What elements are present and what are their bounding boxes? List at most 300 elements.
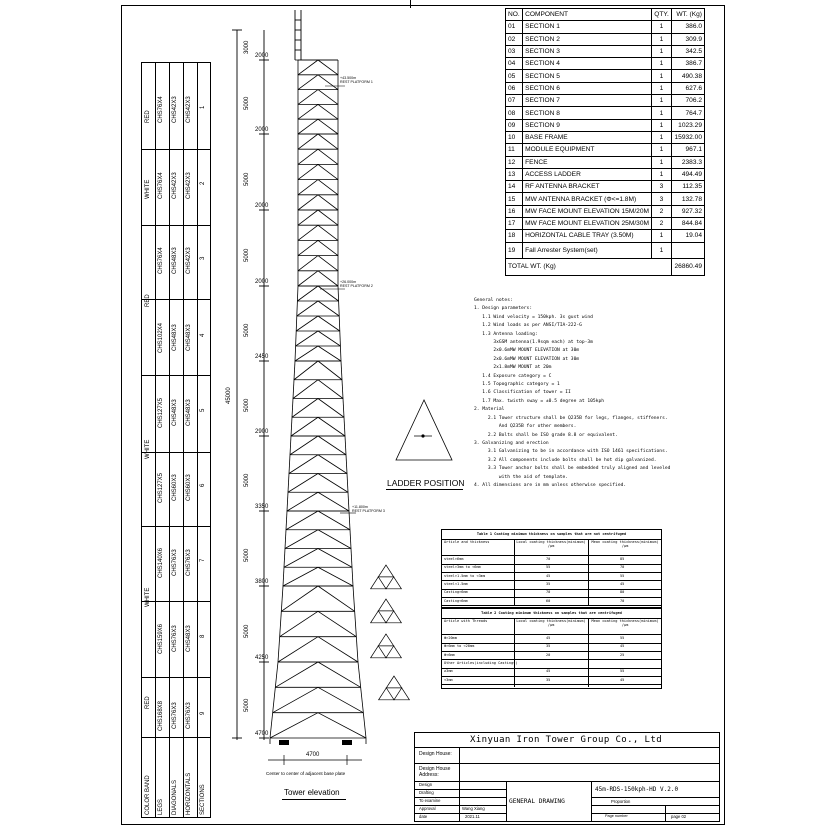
coating-cell: 35: [546, 677, 551, 682]
ladder-position-label: LADDER POSITION: [387, 478, 465, 488]
table-row: [506, 181, 705, 193]
band-section: 8: [200, 634, 206, 638]
tower-diagonal: [278, 637, 318, 662]
tower-diagonal: [290, 436, 318, 455]
tower-diagonal: [318, 713, 366, 738]
note-line: 2x0.6mMW MOUNT ELEVATION at 30m: [474, 356, 580, 362]
cell-qty: 1: [651, 70, 671, 82]
coating-cell: 35: [546, 581, 551, 586]
segment-height: 5000: [244, 698, 250, 712]
cell-component: SECTION 8: [523, 107, 652, 119]
table-row: [506, 45, 705, 57]
tower-diagonal: [292, 399, 318, 418]
tower-diagonal: [318, 195, 338, 210]
cell-no: 10: [506, 131, 523, 143]
cell-no: 05: [506, 70, 523, 82]
coating-header-cell: Local coating thickness(minimum) /μm: [516, 619, 586, 627]
tower-diagonal: [298, 271, 318, 286]
cell-weight: 494.49: [672, 168, 705, 180]
cell-weight: 132.78: [672, 193, 705, 205]
tower-diagonal: [298, 90, 318, 105]
band-section: 2: [200, 181, 206, 185]
tower-diagonal: [318, 417, 345, 436]
coating-cell: 70: [546, 557, 551, 561]
cell-no: 01: [506, 21, 523, 33]
cell-qty: 2: [651, 218, 671, 230]
note-line: 3. Galvanizing and erection: [474, 440, 549, 446]
cell-component: SECTION 9: [523, 119, 652, 131]
tower-diagonal: [298, 210, 318, 225]
cell-qty: 1: [651, 45, 671, 57]
band-row-label: COLOR BAND: [145, 775, 151, 815]
coating-cell: 45: [546, 636, 551, 640]
drawing-code: 45m-RDS-150kph-HD V.2.0: [595, 786, 679, 793]
coating-cell: 45: [620, 644, 625, 649]
note-line: 2. Material: [474, 407, 505, 413]
note-line: And Q235B for other members.: [474, 424, 577, 430]
tower-diagonal: [318, 380, 343, 399]
table-row: [506, 119, 705, 131]
tower-diagonal: [295, 346, 318, 361]
tower-diagonal: [318, 611, 356, 636]
cell-component: SECTION 3: [523, 45, 652, 57]
segment-height: 5000: [244, 96, 250, 110]
coating-header-cell: Mean coating thickness(minimum) /μm: [591, 619, 659, 627]
cell-component: MW FACE MOUNT ELEVATION 25M/30M: [523, 218, 652, 230]
coating-cell: 70: [546, 590, 551, 595]
cell-weight: 706.2: [672, 95, 705, 107]
tower-diagonal: [318, 240, 338, 255]
note-line: 2x0.6mMW MOUNT ELEVATION at 30m: [474, 348, 580, 354]
tower-diagonal: [318, 586, 355, 611]
cell-weight: 342.5: [672, 45, 705, 57]
tb-approval: Approval: [419, 806, 436, 811]
tower-diagonal: [318, 225, 338, 240]
tower-diagonal: [318, 316, 340, 331]
coating-cell: 55: [620, 669, 625, 674]
tower-diagonal: [318, 210, 338, 225]
band-legs: CHS76X4: [158, 172, 164, 199]
band-horizontals: CHS60X3: [186, 474, 192, 501]
tower-diagonal: [318, 346, 341, 361]
tower-diagonal: [298, 164, 318, 179]
band-color: WHITE: [145, 587, 151, 607]
tower-diagonal: [296, 331, 318, 346]
coating-cell: ≥3mm: [444, 669, 453, 674]
width-label: 4700: [255, 731, 269, 737]
cell-weight: WT. (Kg): [672, 9, 705, 21]
coating-cell: 55: [620, 573, 625, 578]
tower-diagonal: [318, 90, 338, 105]
band-horizontals: CHS76X3: [186, 549, 192, 576]
total-label: TOTAL WT. (Kg): [506, 258, 672, 275]
table-row: [506, 218, 705, 230]
coating-cell: 70: [620, 565, 625, 570]
coating-header-cell: Mean coating thickness(minimum) /μm: [591, 540, 659, 548]
section-plan-triangle: [378, 611, 393, 623]
tower-diagonal: [298, 60, 318, 75]
coating-cell: 35: [546, 644, 551, 649]
band-legs: CHS76X4: [158, 247, 164, 274]
cell-component: SECTION 4: [523, 58, 652, 70]
tower-diagonal: [298, 149, 318, 164]
width-label: 2450: [255, 354, 269, 360]
cell-no: 15: [506, 193, 523, 205]
coating-cell: 25: [620, 652, 625, 657]
band-horizontals: CHS48X3: [186, 625, 192, 652]
band-legs: CHS76X4: [158, 96, 164, 123]
note-line: 2.2 Bolts shall be ISO grade 8.8 or equivalent.: [474, 432, 618, 438]
coating-cell: Φ>20mm: [444, 636, 457, 640]
cell-qty: 1: [651, 33, 671, 45]
tower-diagonal: [318, 399, 344, 418]
tower-diagonal: [318, 256, 338, 271]
width-label: 2000: [255, 279, 269, 285]
coating-cell: steel>6mm: [444, 557, 464, 561]
table-row: [506, 242, 705, 258]
coating-cell: steel>3mm to <6mm: [444, 565, 481, 570]
note-line: General notes:: [474, 298, 513, 303]
note-line: 1.4 Exposure category = C: [474, 373, 552, 379]
table-row: [506, 144, 705, 156]
band-diagonals: CHS42X3: [172, 96, 178, 123]
note-line: 2.1 Tower structure shall be Q235B for legs, flanges, stiffeners.: [474, 415, 668, 421]
tower-diagonal: [318, 301, 339, 316]
segment-height: 3000: [244, 40, 250, 54]
tower-diagonal: [318, 662, 361, 687]
cell-qty: 3: [651, 193, 671, 205]
tower-diagonal: [318, 436, 346, 455]
coating-cell: 80: [620, 590, 625, 595]
coating-cell: 70: [620, 598, 625, 603]
band-horizontals: CHS42X3: [186, 247, 192, 274]
coating-header-cell: Local coating thickness(minimum) /μm: [516, 540, 586, 548]
band-legs: CHS127X5: [158, 397, 164, 428]
platform-label: +11.800m REST PLATFORM 3: [352, 505, 385, 513]
cell-qty: 1: [651, 95, 671, 107]
tower-leg: [358, 662, 366, 738]
cell-component: SECTION 2: [523, 33, 652, 45]
tower-diagonal: [298, 134, 318, 149]
tower-leg: [295, 286, 298, 361]
tower-diagonal: [298, 75, 318, 90]
tower-diagonal: [318, 149, 338, 164]
tower-diagonal: [318, 567, 353, 586]
cell-component: FENCE: [523, 156, 652, 168]
coating-cell: 60: [546, 598, 551, 603]
segment-height: 5000: [244, 172, 250, 186]
tb-approval-name: Wang Xiang: [462, 806, 485, 811]
cell-qty: 2: [651, 205, 671, 217]
coating-cell: 20: [546, 652, 551, 657]
elevation-title: Tower elevation: [284, 788, 340, 797]
note-line: 1.5 Topographic category = 1: [474, 382, 560, 388]
tower-diagonal: [318, 134, 338, 149]
width-label: 2000: [255, 127, 269, 133]
tower-diagonal: [298, 225, 318, 240]
cell-component: Fall Arrester System(set): [523, 242, 652, 258]
band-section: 1: [200, 105, 206, 109]
tower-diagonal: [318, 180, 338, 195]
table-row: [506, 33, 705, 45]
tower-diagonal: [318, 286, 339, 301]
tower-leg: [278, 586, 283, 662]
cell-weight: 15932.00: [672, 131, 705, 143]
cell-weight: 844.84: [672, 218, 705, 230]
cell-component: SECTION 6: [523, 82, 652, 94]
cell-component: HORIZONTAL CABLE TRAY (3.50M): [523, 230, 652, 242]
band-horizontals: CHS76X3: [186, 702, 192, 729]
width-label: 2900: [255, 429, 269, 435]
cell-component: MODULE EQUIPMENT: [523, 144, 652, 156]
band-diagonals: CHS76X3: [172, 549, 178, 576]
tower-diagonal: [318, 60, 338, 75]
band-section: 9: [200, 711, 206, 715]
band-color: RED: [145, 294, 151, 307]
cell-no: 19: [506, 242, 523, 258]
band-legs: CHS159X6: [158, 623, 164, 654]
tower-diagonal: [280, 611, 318, 636]
note-line: 1.6 Classification of tower = II: [474, 390, 571, 396]
cell-weight: 627.6: [672, 82, 705, 94]
segment-height: 5000: [244, 323, 250, 337]
cell-weight: 112.35: [672, 181, 705, 193]
band-horizontals: CHS48X3: [186, 324, 192, 351]
cell-no: 16: [506, 205, 523, 217]
cell-component: SECTION 7: [523, 95, 652, 107]
tb-page-number: Page number: [605, 814, 628, 818]
tower-diagonal: [318, 271, 338, 286]
cell-qty: 1: [651, 156, 671, 168]
table-row: [506, 131, 705, 143]
cell-weight: 927.32: [672, 205, 705, 217]
design-house: Design House:: [419, 751, 452, 757]
cell-weight: 309.9: [672, 33, 705, 45]
cell-component: COMPONENT: [523, 9, 652, 21]
tower-diagonal: [273, 687, 318, 712]
band-legs: CHS102X4: [158, 322, 164, 353]
band-diagonals: CHS76X3: [172, 625, 178, 652]
cell-weight: 386.0: [672, 21, 705, 33]
table-row: [506, 107, 705, 119]
band-row-label: HORIZONTALS: [186, 772, 192, 815]
note-line: 1.3 Antenna loading:: [474, 331, 538, 337]
note-line: 3.1 Galvanizing to be in accordance with ISO 1461 specifications.: [474, 449, 668, 455]
band-legs: CHS127X5: [158, 472, 164, 503]
cell-no: 06: [506, 82, 523, 94]
tower-diagonal: [318, 549, 352, 568]
drawing-type: GENERAL DRAWING: [509, 798, 565, 805]
band-diagonals: CHS48X3: [172, 399, 178, 426]
table-header: [506, 9, 705, 21]
note-line: 2x1.8mMW MOUNT at 20m: [474, 365, 552, 371]
band-horizontals: CHS42X3: [186, 172, 192, 199]
tower-diagonal: [285, 530, 318, 549]
tower-diagonal: [298, 195, 318, 210]
cell-no: 03: [506, 45, 523, 57]
segment-height: 5000: [244, 548, 250, 562]
band-color: RED: [145, 696, 151, 709]
band-diagonals: CHS48X3: [172, 324, 178, 351]
tower-diagonal: [283, 567, 318, 586]
tower-diagonal: [298, 104, 318, 119]
band-legs: CHS168X8: [158, 700, 164, 731]
cell-qty: 1: [651, 21, 671, 33]
table-row: [506, 21, 705, 33]
tower-diagonal: [318, 637, 358, 662]
cell-no: 02: [506, 33, 523, 45]
width-label: 2000: [255, 53, 269, 59]
cell-no: 09: [506, 119, 523, 131]
tower-diagonal: [293, 380, 318, 399]
note-line: 3.2 All components include bolts shall be hot dip galvanized.: [474, 457, 657, 463]
cell-no: 14: [506, 181, 523, 193]
coating-cell: Casting>6mm: [444, 590, 468, 595]
tower-diagonal: [297, 301, 318, 316]
cell-component: ACCESS LADDER: [523, 168, 652, 180]
table-row: [506, 82, 705, 94]
table-row: [506, 205, 705, 217]
tower-diagonal: [281, 586, 318, 611]
band-row-label: LEGS: [158, 798, 164, 815]
cell-no: 08: [506, 107, 523, 119]
tower-diagonal: [297, 286, 318, 301]
coating-cell: 55: [620, 636, 625, 640]
band-diagonals: CHS48X3: [172, 247, 178, 274]
coating-cell: <3mm: [444, 677, 453, 682]
table-row: [506, 168, 705, 180]
total-value: 26860.49: [672, 258, 705, 275]
tower-diagonal: [318, 119, 338, 134]
total-height: 45000: [226, 387, 232, 404]
band-horizontals: CHS42X3: [186, 96, 192, 123]
cell-weight: 19.04: [672, 230, 705, 242]
width-label: 3800: [255, 579, 269, 585]
coating-cell: Casting<6mm: [444, 598, 468, 603]
band-row-label: DIAGONALS: [172, 779, 178, 815]
tb-design: Design: [419, 782, 433, 787]
cell-qty: QTY.: [651, 9, 671, 21]
band-horizontals: CHS48X3: [186, 399, 192, 426]
band-diagonals: CHS76X3: [172, 702, 178, 729]
band-color: RED: [145, 110, 151, 123]
tb-page: page 02: [671, 814, 687, 819]
band-section: 3: [200, 256, 206, 260]
width-label: 4250: [255, 655, 269, 661]
cell-no: 18: [506, 230, 523, 242]
coating-cell: 55: [546, 565, 551, 570]
coating-cell: 45: [546, 669, 551, 674]
base-width-label: 4700: [306, 752, 320, 758]
tower-diagonal: [318, 455, 347, 474]
tower-diagonal: [275, 662, 318, 687]
total-row: [506, 258, 705, 275]
cell-component: SECTION 5: [523, 70, 652, 82]
tower-diagonal: [318, 511, 350, 530]
cell-component: MW ANTENNA BRACKET (Φ<=1.8M): [523, 193, 652, 205]
tower-diagonal: [298, 240, 318, 255]
cell-no: 04: [506, 58, 523, 70]
coating-cell: steel<1.5mm: [444, 581, 468, 586]
tower-diagonal: [298, 180, 318, 195]
segment-height: 5000: [244, 248, 250, 262]
table-row: [506, 95, 705, 107]
coating-header-cell: Article and thickness: [444, 540, 490, 544]
platform-label: +26.000m REST PLATFORM 2: [340, 280, 373, 288]
cell-weight: 2383.3: [672, 156, 705, 168]
table-row: [506, 58, 705, 70]
design-house-address: Design House Address:: [419, 766, 451, 778]
tower-diagonal: [298, 256, 318, 271]
base-note: Center to center of adjacent base plate: [266, 771, 346, 776]
tower-diagonal: [289, 455, 318, 474]
cell-component: BASE FRAME: [523, 131, 652, 143]
coating-cell: 45: [620, 677, 625, 682]
component-table: [505, 8, 705, 276]
width-label: 3350: [255, 504, 269, 510]
note-line: 1.7 Max. twisth sway = ±0.5 degree at 105kph: [474, 398, 604, 404]
tb-proportion: Proportion: [611, 799, 631, 804]
cell-no: 17: [506, 218, 523, 230]
tower-diagonal: [318, 492, 349, 511]
coating-cell: 45: [620, 581, 625, 586]
cell-weight: 1023.29: [672, 119, 705, 131]
tower-diagonal: [296, 316, 318, 331]
band-diagonals: CHS42X3: [172, 172, 178, 199]
cell-component: RF ANTENNA BRACKET: [523, 181, 652, 193]
tb-date-label: date: [419, 814, 428, 819]
tower-diagonal: [318, 474, 348, 493]
tower-diagonal: [288, 474, 318, 493]
tower-diagonal: [284, 549, 318, 568]
band-row-label: SECTIONS: [200, 784, 206, 815]
cell-no: 13: [506, 168, 523, 180]
coating-cell: steel>1.5mm to <3mm: [444, 573, 486, 578]
table-row: [506, 70, 705, 82]
coating-header-cell: Article with Threads: [444, 619, 488, 623]
cell-no: NO.: [506, 9, 523, 21]
cell-qty: 1: [651, 82, 671, 94]
band-section: 4: [200, 333, 206, 337]
cell-qty: 1: [651, 131, 671, 143]
cell-qty: 3: [651, 181, 671, 193]
note-line: 4. All dimensions are in mm unless otherwise specified.: [474, 482, 627, 488]
tower-diagonal: [318, 331, 340, 346]
coating-cell: 85: [620, 557, 625, 561]
band-color: WHITE: [145, 179, 151, 199]
note-line: 1.1 Wind velocity = 150kph. 3s gust wind: [474, 314, 593, 320]
section-plan-triangle: [378, 577, 393, 589]
coating-cell: Other Articles(including Castings): [444, 660, 518, 665]
section-plan-triangle: [386, 688, 401, 700]
cell-qty: 1: [651, 119, 671, 131]
company-name: Xinyuan Iron Tower Group Co., Ltd: [470, 735, 663, 745]
cell-no: 07: [506, 95, 523, 107]
note-line: 1. Design parameters:: [474, 306, 533, 312]
cell-weight: 764.7: [672, 107, 705, 119]
coating-table-1: [441, 529, 662, 608]
platform-label: +43.500m REST PLATFORM 1: [340, 76, 373, 84]
cell-no: 11: [506, 144, 523, 156]
tower-diagonal: [294, 361, 318, 380]
cell-weight: 967.1: [672, 144, 705, 156]
tb-date-value: 2021.11: [465, 814, 480, 819]
band-diagonals: CHS60X3: [172, 474, 178, 501]
tower-leg: [353, 586, 358, 662]
band-section: 7: [200, 558, 206, 562]
table-row: [506, 230, 705, 242]
cell-qty: 1: [651, 144, 671, 156]
